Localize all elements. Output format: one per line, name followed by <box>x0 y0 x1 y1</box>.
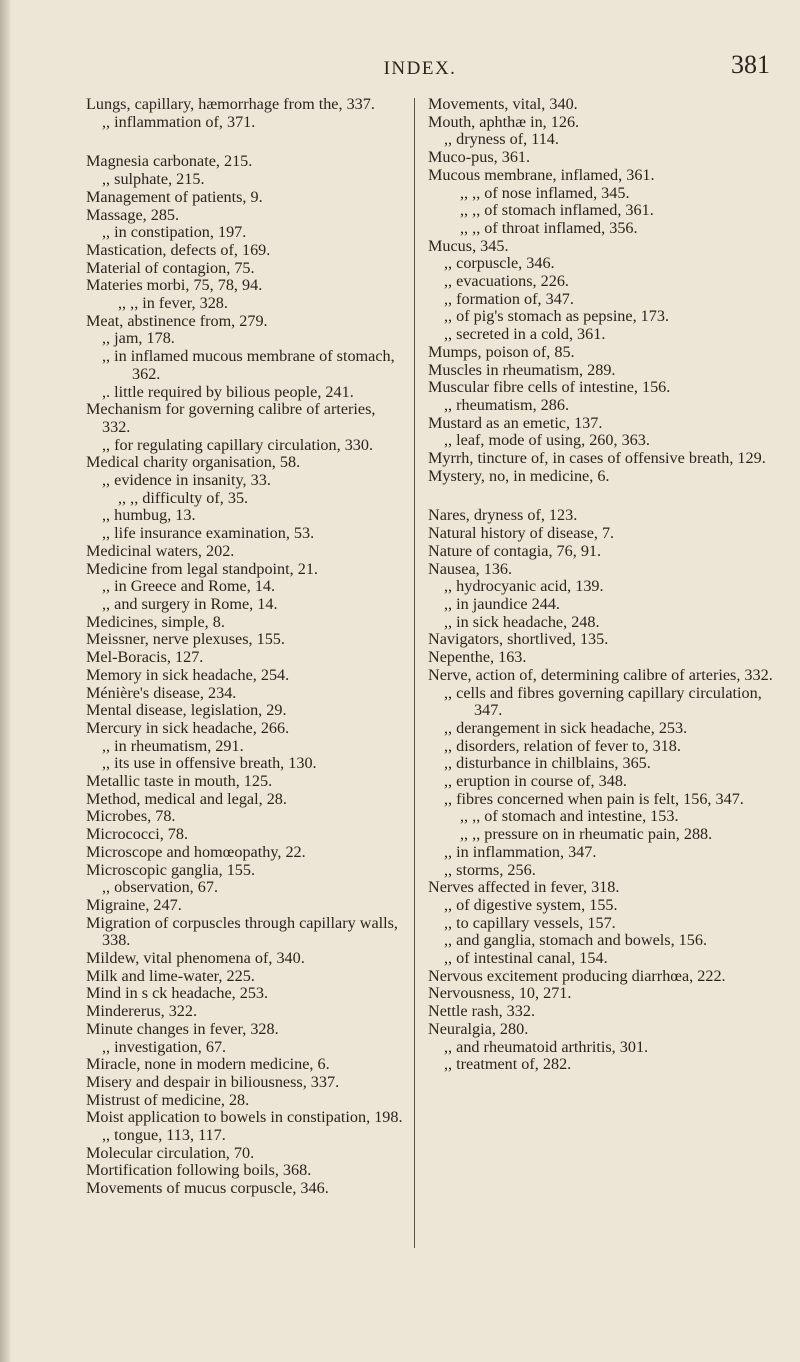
index-entry: Mouth, aphthæ in, 126. <box>428 112 580 131</box>
index-column-left <box>86 96 404 1198</box>
index-entry: Nares, dryness of, 123. <box>428 506 578 525</box>
index-subentry: ,, in rheumatism, 291. <box>102 736 244 755</box>
index-entry: Muscles in rheumatism, 289. <box>428 360 616 379</box>
index-subentry: ,. little required by bilious people, 241. <box>102 382 354 401</box>
index-entry: Mind in s ck headache, 253. <box>86 984 269 1003</box>
index-subentry: ,, hydrocyanic acid, 139. <box>444 577 604 596</box>
index-entry: Lungs, capillary, hæmorrhage from the, 337. <box>86 95 375 113</box>
index-entry: Meissner, nerve plexuses, 155. <box>86 630 285 649</box>
index-entry: Medicine from legal standpoint, 21. <box>86 559 318 578</box>
index-subentry: ,, jam, 178. <box>102 329 175 348</box>
index-entry: Migration of corpuscles through capillary walls, 338. <box>86 913 398 950</box>
index-subentry: ,, life insurance examination, 53. <box>102 524 315 543</box>
index-entry: Medical charity organisation, 58. <box>86 453 301 472</box>
index-subentry: ,, ,, of stomach inflamed, 361. <box>460 201 654 220</box>
index-entry: Ménière's disease, 234. <box>86 683 237 702</box>
index-entry: Molecular circulation, 70. <box>86 1143 255 1162</box>
index-subentry: ,, fibres concerned when pain is felt, 156, 347. <box>444 789 744 808</box>
index-entry: Natural history of disease, 7. <box>428 524 615 543</box>
index-entry: Neuralgia, 280. <box>428 1019 529 1038</box>
index-entry: Medicinal waters, 202. <box>86 541 235 560</box>
index-subentry: ,, dryness of, 114. <box>444 130 559 149</box>
index-subentry: ,, leaf, mode of using, 260, 363. <box>444 431 650 450</box>
index-subentry: ,, corpuscle, 346. <box>444 254 555 273</box>
index-subentry: ,, ,, in fever, 328. <box>118 294 228 313</box>
index-subentry: ,, in constipation, 197. <box>102 223 247 242</box>
index-subentry: ,, ,, of nose inflamed, 345. <box>460 183 630 202</box>
index-subentry: ,, evidence in insanity, 33. <box>102 471 271 490</box>
index-subentry: ,, to capillary vessels, 157. <box>444 913 616 932</box>
index-entry: Microscope and homœopathy, 22. <box>86 842 306 861</box>
index-entry: Mastication, defects of, 169. <box>86 240 271 259</box>
index-entry: Management of patients, 9. <box>86 187 263 206</box>
running-title: INDEX. <box>383 58 457 79</box>
index-subentry: ,, and rheumatoid arthritis, 301. <box>444 1037 649 1056</box>
index-subentry: ,, cells and fibres governing capillary circulation, 347. <box>444 683 762 720</box>
index-entry: Memory in sick headache, 254. <box>86 665 290 684</box>
index-entry: Misery and despair in biliousness, 337. <box>86 1072 340 1091</box>
index-subentry: ,, treatment of, 282. <box>444 1055 572 1074</box>
index-subentry: ,, ,, difficulty of, 35. <box>118 488 249 507</box>
index-entry: Nature of contagia, 76, 91. <box>428 541 602 560</box>
index-subentry: ,, ,, of stomach and intestine, 153. <box>460 807 679 826</box>
index-entry: Migraine, 247. <box>86 895 182 914</box>
index-entry: Milk and lime-water, 225. <box>86 966 255 985</box>
index-subentry: ,, observation, 67. <box>102 878 218 897</box>
index-entry: Moist application to bowels in constipation, 198. <box>86 1108 403 1127</box>
index-entry: Movements of mucus corpuscle, 346. <box>86 1179 329 1198</box>
index-subentry: ,, of pig's stomach as pepsine, 173. <box>444 307 670 326</box>
index-subentry: ,, its use in offensive breath, 130. <box>102 754 317 773</box>
index-entry: Mustard as an emetic, 137. <box>428 413 603 432</box>
index-entry: Nausea, 136. <box>428 559 513 578</box>
index-subentry: ,, secreted in a cold, 361. <box>444 325 606 344</box>
index-subentry: ,, ,, of throat inflamed, 356. <box>460 218 638 237</box>
index-subentry: ,, in Greece and Rome, 14. <box>102 577 276 596</box>
page-number: 381 <box>731 50 770 79</box>
index-subentry: ,, in sick headache, 248. <box>444 612 600 631</box>
index-subentry: ,, ,, pressure on in rheumatic pain, 288. <box>460 825 713 844</box>
index-entry: Nettle rash, 332. <box>428 1002 535 1021</box>
index-entry: Magnesia carbonate, 215. <box>86 152 253 171</box>
index-entry: Mortification following boils, 368. <box>86 1161 312 1180</box>
index-subentry: ,, of intestinal canal, 154. <box>444 949 608 968</box>
index-subentry: ,, disorders, relation of fever to, 318. <box>444 736 681 755</box>
index-entry: Material of contagion, 75. <box>86 258 255 277</box>
index-subentry: ,, tongue, 113, 117. <box>102 1126 226 1145</box>
index-entry: Mystery, no, in medicine, 6. <box>428 466 610 485</box>
index-entry: Mental disease, legislation, 29. <box>86 701 287 720</box>
index-subentry: ,, for regulating capillary circulation, 330. <box>102 435 374 454</box>
index-subentry: ,, sulphate, 215. <box>102 170 205 189</box>
index-entry: Nerves affected in fever, 318. <box>428 878 620 897</box>
page-header <box>0 40 800 80</box>
index-entry: Mildew, vital phenomena of, 340. <box>86 949 305 968</box>
index-subentry: ,, rheumatism, 286. <box>444 395 569 414</box>
index-entry: Meat, abstinence from, 279. <box>86 311 268 330</box>
index-entry: Nepenthe, 163. <box>428 648 527 667</box>
index-entry: Microscopic ganglia, 155. <box>86 860 256 879</box>
index-entry: Microbes, 78. <box>86 807 176 826</box>
index-subentry: ,, evacuations, 226. <box>444 272 569 291</box>
index-entry: Mindererus, 322. <box>86 1002 198 1021</box>
index-subentry: ,, in inflamed mucous membrane of stomach, 362. <box>102 347 395 383</box>
index-subentry: ,, investigation, 67. <box>102 1037 227 1056</box>
index-entry: Medicines, simple, 8. <box>86 612 225 631</box>
index-subentry: ,, in jaundice 244. <box>444 594 560 613</box>
page-gutter-shadow <box>0 0 10 1362</box>
index-entry: Nervous excitement producing diarrhœa, 222. <box>428 966 726 985</box>
index-entry: Micrococci, 78. <box>86 825 189 844</box>
index-subentry: ,, in inflammation, 347. <box>444 842 597 861</box>
index-subentry: ,, and surgery in Rome, 14. <box>102 594 278 613</box>
index-entry: Mechanism for governing calibre of arteries, 332. <box>86 400 376 436</box>
index-entry: Nervousness, 10, 271. <box>428 984 572 1003</box>
index-subentry: ,, of digestive system, 155. <box>444 895 618 914</box>
index-entry: Movements, vital, 340. <box>428 95 578 113</box>
index-entry: Mucus, 345. <box>428 236 509 255</box>
index-entry: Mercury in sick headache, 266. <box>86 718 290 737</box>
index-entry: Mumps, poison of, 85. <box>428 342 575 361</box>
index-entry: Materies morbi, 75, 78, 94. <box>86 276 263 295</box>
index-entry: Miracle, none in modern medicine, 6. <box>86 1055 330 1074</box>
index-subentry: ,, inflammation of, 371. <box>102 112 256 131</box>
column-divider <box>414 98 415 1248</box>
index-subentry: ,, and ganglia, stomach and bowels, 156. <box>444 931 707 950</box>
index-entry: Nerve, action of, determining calibre of arteries, 332. <box>428 665 773 684</box>
index-subentry: ,, storms, 256. <box>444 860 536 879</box>
index-entry: Mistrust of medicine, 28. <box>86 1090 250 1109</box>
index-entry: Massage, 285. <box>86 205 180 224</box>
index-subentry: ,, disturbance in chilblains, 365. <box>444 754 651 773</box>
index-entry: Navigators, shortlived, 135. <box>428 630 609 649</box>
index-subentry: ,, humbug, 13. <box>102 506 196 525</box>
index-entry: Metallic taste in mouth, 125. <box>86 772 273 791</box>
index-entry: Mel-Boracis, 127. <box>86 648 204 667</box>
index-subentry: ,, eruption in course of, 348. <box>444 772 627 791</box>
index-entry: Minute changes in fever, 328. <box>86 1019 279 1038</box>
index-subentry: ,, formation of, 347. <box>444 289 574 308</box>
index-entry: Muscular fibre cells of intestine, 156. <box>428 378 671 397</box>
index-entry: Mucous membrane, inflamed, 361. <box>428 165 655 184</box>
index-entry: Method, medical and legal, 28. <box>86 789 287 808</box>
index-entry: Myrrh, tincture of, in cases of offensive breath, 129. <box>428 449 766 468</box>
index-subentry: ,, derangement in sick headache, 253. <box>444 718 688 737</box>
index-entry: Muco-pus, 361. <box>428 148 531 167</box>
index-column-right <box>428 96 778 1074</box>
